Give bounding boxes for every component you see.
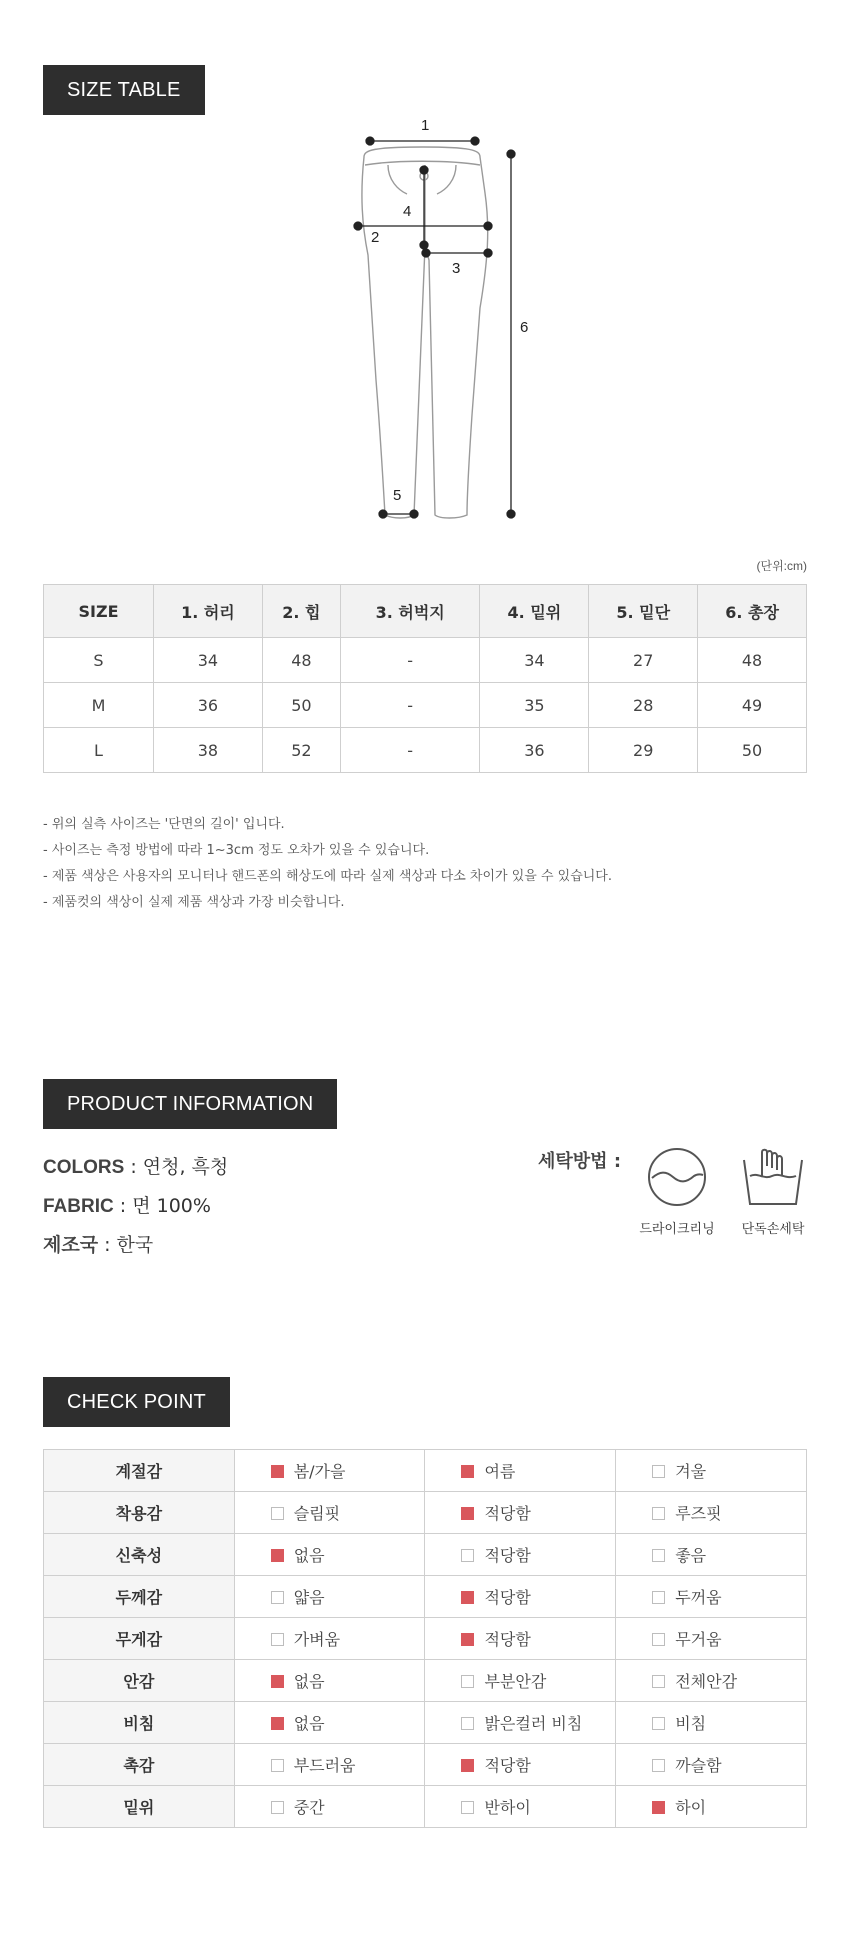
check-option — [425, 1660, 616, 1702]
check-option — [616, 1618, 807, 1660]
size-cell: 50 — [698, 728, 807, 773]
check-category: 무게감 — [44, 1618, 235, 1660]
check-option-label: 전체안감 — [675, 1672, 738, 1691]
fabric-value: : 면 100% — [113, 1195, 211, 1217]
table-row — [44, 638, 807, 683]
check-category: 두께감 — [44, 1576, 235, 1618]
unchecked-box-icon — [652, 1465, 665, 1478]
check-option — [616, 1660, 807, 1702]
colors-key: COLORS — [43, 1157, 125, 1178]
check-option-label: 가벼움 — [293, 1630, 341, 1649]
wash-title: 세탁방법 : — [538, 1151, 622, 1172]
table-row — [44, 1618, 807, 1660]
wash-item-hand-wash — [728, 1146, 818, 1237]
check-option — [616, 1450, 807, 1492]
check-option-label: 여름 — [484, 1462, 516, 1481]
size-cell: 49 — [698, 683, 807, 728]
size-cell: 36 — [154, 683, 263, 728]
check-option — [234, 1618, 425, 1660]
unchecked-box-icon — [461, 1801, 474, 1814]
pants-diagram — [340, 110, 540, 530]
checked-box-icon — [271, 1549, 284, 1562]
unit-note: (단위:cm) — [756, 559, 807, 573]
check-option-label: 슬림핏 — [293, 1504, 341, 1523]
checked-box-icon — [271, 1717, 284, 1730]
size-table-header — [44, 585, 807, 638]
unchecked-box-icon — [652, 1549, 665, 1562]
check-option-label: 적당함 — [484, 1756, 531, 1775]
checked-box-icon — [461, 1507, 474, 1520]
size-header-cell: SIZE — [44, 585, 154, 638]
check-option — [234, 1744, 425, 1786]
colors-value: : 연청, 흑청 — [124, 1156, 229, 1178]
check-point-label: CHECK POINT — [43, 1377, 230, 1427]
check-option-label: 무거움 — [675, 1630, 722, 1649]
size-notes — [43, 812, 612, 916]
hand-wash-label: 단독손세탁 — [741, 1222, 805, 1237]
size-header-cell: 2. 힙 — [262, 585, 340, 638]
fabric-line — [43, 1187, 228, 1226]
table-row — [44, 1744, 807, 1786]
size-cell: S — [44, 638, 154, 683]
note-line: - 제품컷의 색상이 실제 제품 색상과 가장 비슷합니다. — [43, 895, 345, 910]
table-row — [44, 1702, 807, 1744]
check-option — [616, 1744, 807, 1786]
size-cell: 34 — [480, 638, 589, 683]
check-category: 계절감 — [44, 1450, 235, 1492]
size-cell: - — [340, 638, 480, 683]
size-header-cell: 6. 총장 — [698, 585, 807, 638]
check-option — [425, 1618, 616, 1660]
size-cell: 28 — [589, 683, 698, 728]
table-row — [44, 1576, 807, 1618]
check-option — [234, 1450, 425, 1492]
origin-key: 제조국 — [43, 1235, 99, 1256]
check-option-label: 두꺼움 — [675, 1588, 722, 1607]
checked-box-icon — [652, 1801, 665, 1814]
check-option — [616, 1786, 807, 1828]
check-option-label: 얇음 — [293, 1588, 325, 1607]
size-cell: 48 — [698, 638, 807, 683]
table-row — [44, 728, 807, 773]
unchecked-box-icon — [652, 1507, 665, 1520]
product-info — [43, 1148, 228, 1265]
size-table — [43, 584, 807, 773]
size-table-label: SIZE TABLE — [43, 65, 205, 115]
fabric-key: FABRIC — [43, 1196, 114, 1217]
colors-line — [43, 1148, 228, 1187]
size-cell: L — [44, 728, 154, 773]
note-line: - 제품 색상은 사용자의 모니터나 핸드폰의 해상도에 따라 실제 색상과 다소 차이가 있을 수 있습니다. — [43, 869, 612, 884]
unchecked-box-icon — [461, 1717, 474, 1730]
unchecked-box-icon — [271, 1633, 284, 1646]
check-option-label: 봄/가을 — [293, 1462, 346, 1481]
table-row — [44, 683, 807, 728]
check-option — [616, 1534, 807, 1576]
check-option — [425, 1492, 616, 1534]
diagram-label-5: 5 — [393, 487, 402, 504]
check-category: 촉감 — [44, 1744, 235, 1786]
diagram-label-6: 6 — [520, 319, 529, 336]
dry-clean-icon — [646, 1146, 708, 1208]
unchecked-box-icon — [652, 1717, 665, 1730]
unchecked-box-icon — [461, 1675, 474, 1688]
check-option — [616, 1702, 807, 1744]
unchecked-box-icon — [271, 1759, 284, 1772]
table-row — [44, 1492, 807, 1534]
size-cell: 36 — [480, 728, 589, 773]
check-option — [425, 1702, 616, 1744]
checked-box-icon — [461, 1759, 474, 1772]
check-option-label: 까슬함 — [675, 1756, 722, 1775]
size-cell: 48 — [262, 638, 340, 683]
unchecked-box-icon — [652, 1675, 665, 1688]
check-option-label: 적당함 — [484, 1630, 531, 1649]
check-option — [425, 1576, 616, 1618]
unchecked-box-icon — [652, 1591, 665, 1604]
check-option-label: 적당함 — [484, 1588, 531, 1607]
origin-line — [43, 1226, 228, 1265]
size-header-cell: 5. 밑단 — [589, 585, 698, 638]
check-category: 신축성 — [44, 1534, 235, 1576]
check-option-label: 적당함 — [484, 1546, 531, 1565]
check-option-label: 없음 — [293, 1546, 325, 1565]
unchecked-box-icon — [271, 1591, 284, 1604]
check-option-label: 없음 — [293, 1672, 325, 1691]
check-category: 비침 — [44, 1702, 235, 1744]
pants-outline — [362, 147, 488, 518]
size-cell: 38 — [154, 728, 263, 773]
table-row — [44, 1786, 807, 1828]
check-option-label: 반하이 — [484, 1798, 531, 1817]
checked-box-icon — [461, 1465, 474, 1478]
diagram-label-1: 1 — [421, 117, 430, 134]
unchecked-box-icon — [271, 1507, 284, 1520]
check-option — [616, 1492, 807, 1534]
check-option — [234, 1576, 425, 1618]
check-option — [234, 1786, 425, 1828]
check-option-label: 하이 — [675, 1798, 707, 1817]
size-header-cell: 4. 밑위 — [480, 585, 589, 638]
checked-box-icon — [461, 1633, 474, 1646]
size-cell: 50 — [262, 683, 340, 728]
check-option-label: 밝은컬러 비침 — [484, 1714, 583, 1733]
check-point-table — [43, 1449, 807, 1828]
check-option — [616, 1576, 807, 1618]
check-option-label: 부드러움 — [293, 1756, 356, 1775]
unchecked-box-icon — [652, 1759, 665, 1772]
diagram-label-2: 2 — [371, 229, 380, 246]
unchecked-box-icon — [652, 1633, 665, 1646]
size-cell: - — [340, 683, 480, 728]
note-line: - 위의 실측 사이즈는 '단면의 길이' 입니다. — [43, 817, 285, 832]
check-option — [425, 1786, 616, 1828]
diagram-label-4: 4 — [403, 203, 412, 220]
check-option-label: 중간 — [293, 1798, 325, 1817]
origin-value: : 한국 — [98, 1234, 154, 1256]
size-cell: - — [340, 728, 480, 773]
check-option — [234, 1534, 425, 1576]
check-option — [425, 1744, 616, 1786]
size-cell: 29 — [589, 728, 698, 773]
product-info-label: PRODUCT INFORMATION — [43, 1079, 337, 1129]
unchecked-box-icon — [271, 1801, 284, 1814]
check-category: 안감 — [44, 1660, 235, 1702]
check-option — [234, 1660, 425, 1702]
dry-clean-label: 드라이크리닝 — [639, 1222, 715, 1237]
check-option-label: 적당함 — [484, 1504, 531, 1523]
check-option-label: 루즈핏 — [675, 1504, 722, 1523]
check-option-label: 없음 — [293, 1714, 325, 1733]
size-header-cell: 1. 허리 — [154, 585, 263, 638]
check-option-label: 좋음 — [675, 1546, 707, 1565]
check-option — [234, 1492, 425, 1534]
unchecked-box-icon — [461, 1549, 474, 1562]
check-option — [425, 1534, 616, 1576]
note-line: - 사이즈는 측정 방법에 따라 1~3cm 정도 오차가 있을 수 있습니다. — [43, 843, 430, 858]
size-cell: M — [44, 683, 154, 728]
check-option — [234, 1702, 425, 1744]
size-cell: 35 — [480, 683, 589, 728]
hand-wash-icon — [740, 1146, 806, 1208]
size-cell: 52 — [262, 728, 340, 773]
check-option-label: 부분안감 — [484, 1672, 547, 1691]
size-cell: 34 — [154, 638, 263, 683]
table-row — [44, 1450, 807, 1492]
checked-box-icon — [271, 1465, 284, 1478]
check-option — [425, 1450, 616, 1492]
check-category: 밑위 — [44, 1786, 235, 1828]
table-row — [44, 1534, 807, 1576]
size-header-cell: 3. 허벅지 — [340, 585, 480, 638]
wash-item-dry-clean — [632, 1146, 722, 1237]
checked-box-icon — [271, 1675, 284, 1688]
checked-box-icon — [461, 1591, 474, 1604]
table-row — [44, 1660, 807, 1702]
check-category: 착용감 — [44, 1492, 235, 1534]
size-cell: 27 — [589, 638, 698, 683]
diagram-label-3: 3 — [452, 260, 461, 277]
check-option-label: 겨울 — [675, 1462, 707, 1481]
check-option-label: 비침 — [675, 1714, 707, 1733]
